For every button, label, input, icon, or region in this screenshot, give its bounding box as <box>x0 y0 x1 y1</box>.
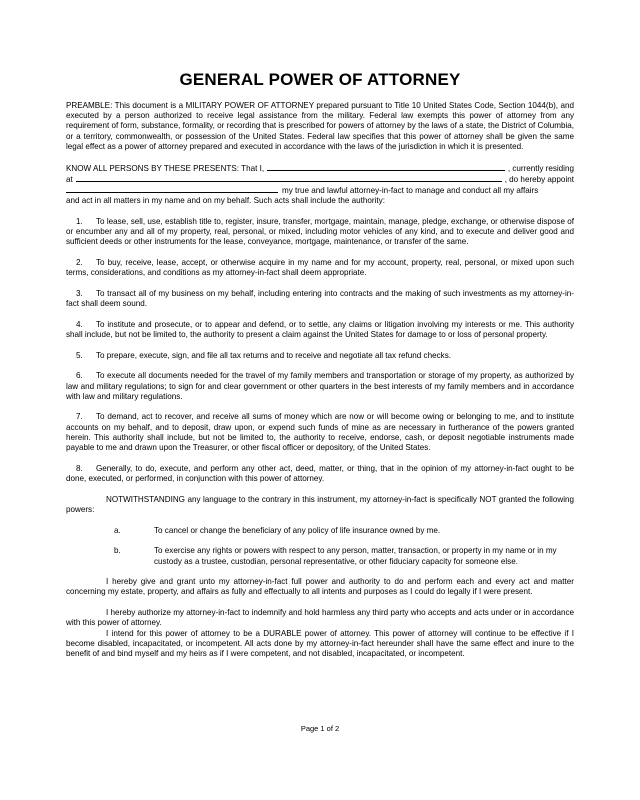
authority-intro: and act in all matters in my name and on my behalf. Such acts shall include the authority: <box>66 196 385 206</box>
grant-paragraph: I hereby give and grant unto my attorney-in-fact full power and authority to do and perform each and every act and matter concerning my estate, property, and affairs as fully and effectually to all intents and purposes as I could do legally if I were present. <box>66 577 574 597</box>
true-lawful-text: my true and lawful attorney-in-fact to manage and conduct all my affairs <box>282 185 539 195</box>
at-text: at <box>66 174 73 184</box>
list-item <box>66 412 574 453</box>
item-text: To prepare, execute, sign, and file all tax returns and to receive and negotiate all tax refund checks. <box>96 350 451 360</box>
durable-paragraph: I intend for this power of attorney to be a DURABLE power of attorney. This power of attorney will continue to be effective if I become disabled, incapacitated, or incompetent. All acts done by my attorney-in-fact hereunder shall have the same effect and inure to the benefit of and bind myself and my heirs as if I were competent, and not disabled, incapacitated, or incompetent. <box>66 628 574 658</box>
exclusion-item <box>66 546 574 566</box>
item-number: 3. <box>76 288 83 298</box>
item-number: 2. <box>76 257 83 267</box>
grantor-line <box>66 163 574 174</box>
page-number: Page 1 of 2 <box>300 724 340 733</box>
item-text: To execute all documents needed for the travel of my family members and transportation or storage of my property, as authorized by law and military regulations; to sign for and clear government or other quarters in the best interests of my family members and in accordance with law and military regulations. <box>66 371 574 401</box>
item-text: Generally, to do, execute, and perform any other act, deed, matter, or thing, that in the opinion of my attorney-in-fact ought to be done, executed, or performed, in conjunction with this power of attorney. <box>66 463 574 483</box>
list-item <box>66 217 574 248</box>
attorney-line <box>66 185 574 196</box>
list-item <box>66 371 574 402</box>
appoint-text: , do hereby appoint <box>504 174 574 184</box>
page-title: GENERAL POWER OF ATTORNEY <box>179 70 461 89</box>
exclusion-label: b. <box>114 546 121 556</box>
list-item <box>66 320 574 340</box>
item-number: 8. <box>76 463 83 473</box>
item-number: 4. <box>76 319 83 329</box>
grantor-name-blank[interactable] <box>267 163 505 171</box>
attorney-name-blank[interactable] <box>66 185 278 193</box>
item-text: To institute and prosecute, or to appear and defend, or to settle, any claims or litigation involving my interests or me. This authority shall include, but not be limited to, the authority to present a claim against the United States for damage to or loss of personal property. <box>66 319 574 339</box>
indemnify-paragraph: I hereby authorize my attorney-in-fact to indemnify and hold harmless any third party who accepts and acts under or in accordance with this power of attorney. <box>66 608 574 628</box>
know-lead: KNOW ALL PERSONS BY THESE PRESENTS: That I, <box>66 163 265 173</box>
item-text: To demand, act to recover, and receive all sums of money which are now or will become owing or belonging to me, and to institute accounts on my behalf, and to deposit, draw upon, or expend such funds of mine as are necessary in furtherance of the powers granted herein. This authority shall include, but not be limited to, the authority to receive, endorse, cash, or deposit negotiable instruments made payable to me and drawn upon the Treasurer, or other fiscal officer or depository, of the United States. <box>66 412 574 453</box>
item-number: 1. <box>76 216 83 226</box>
preamble-paragraph: PREAMBLE: This document is a MILITARY POWER OF ATTORNEY prepared pursuant to Title 10 United States Code, Section 1044(b), and executed by a person authorized to receive legal assistance from the military. Federal law exempts this power of attorney from any requirement of form, substance, formality, or recording that is prescribed for powers of attorney by the laws of a state, the District of Columbia, or a territory, commonwealth, or possession of the United States. Federal law specifies that this power of attorney shall be given the same legal effect as a power of attorney prepared and executed in accordance with the laws of the jurisdiction in which it is presented. <box>66 101 574 151</box>
item-text: To lease, sell, use, establish title to, register, insure, transfer, mortgage, maintain, manage, pledge, exchange, or otherwise dispose of or encumber any and all of my property, real, personal, or mixed, including motor vehicles of any kind, and to execute and deliver good and sufficient deeds or other instruments for the lease, conveyance, mortgage, maintenance, or transfer of the same. <box>66 216 574 247</box>
item-number: 7. <box>76 412 83 422</box>
item-text: To buy, receive, lease, accept, or otherwise acquire in my name and for my account, property, real, personal, or mixed upon such terms, considerations, and conditions as my attorney-in-fact shall deem appropriate. <box>66 257 574 278</box>
list-item <box>66 351 574 361</box>
notwithstanding-paragraph: NOTWITHSTANDING any language to the contrary in this instrument, my attorney-in-fact is specifically NOT granted the following powers: <box>66 494 574 514</box>
residing-text: , currently residing <box>507 163 574 173</box>
exclusion-item <box>66 526 574 536</box>
document-body <box>66 101 574 659</box>
address-line <box>66 174 574 185</box>
item-number: 5. <box>76 350 83 360</box>
exclusion-text: To exercise any rights or powers with respect to any person, matter, transaction, or property in my name or in my custody as a trustee, custodian, personal representative, or other fiduciary capacity for someone else. <box>154 546 557 566</box>
list-item <box>66 464 574 484</box>
authority-list <box>66 217 574 484</box>
list-item <box>66 258 574 278</box>
grantor-address-blank[interactable] <box>76 174 502 182</box>
exclusion-text: To cancel or change the beneficiary of any policy of life insurance owned by me. <box>154 525 441 535</box>
exclusion-label: a. <box>114 525 121 535</box>
item-text: To transact all of my business on my behalf, including entering into contracts and the making of such investments as my attorney-in-fact shall deem sound. <box>66 288 574 309</box>
item-number: 6. <box>76 371 83 381</box>
list-item <box>66 289 574 309</box>
